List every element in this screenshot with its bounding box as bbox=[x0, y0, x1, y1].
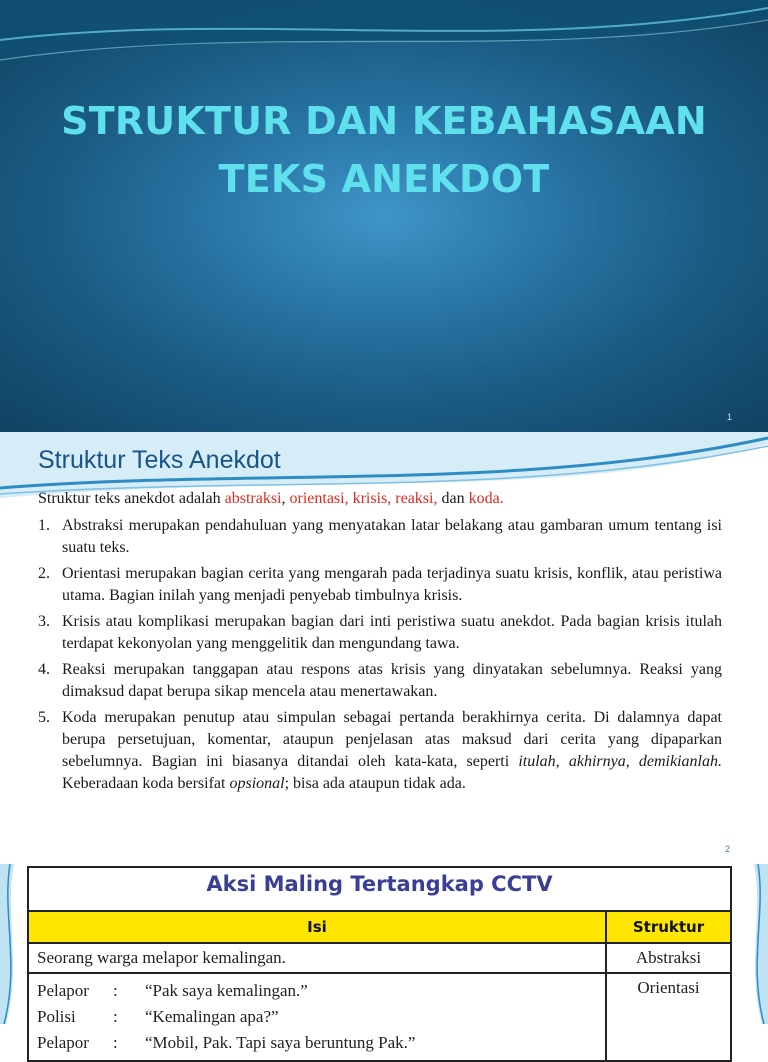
structure-slide bbox=[0, 432, 768, 864]
list-text-part: ; bisa ada ataupun tidak ada. bbox=[284, 775, 466, 792]
list-text-italic: opsional bbox=[229, 775, 285, 792]
cell-isi: Seorang warga melapor kemalingan. bbox=[28, 943, 606, 973]
cell-struktur: Orientasi bbox=[606, 973, 731, 1061]
colon: : bbox=[113, 981, 118, 1000]
column-header-struktur: Struktur bbox=[606, 911, 731, 943]
table-title: Aksi Maling Tertangkap CCTV bbox=[28, 867, 731, 911]
example-slide bbox=[0, 864, 768, 1052]
utterance: “Mobil, Pak. Tapi saya beruntung Pak.” bbox=[145, 1033, 416, 1052]
slide-number: 1 bbox=[726, 412, 732, 422]
slide-number: 2 bbox=[724, 844, 730, 854]
intro-sentence bbox=[38, 488, 722, 510]
title-line-1: STRUKTUR DAN KEBAHASAAN bbox=[61, 99, 707, 143]
title-slide bbox=[0, 0, 768, 432]
list-number: 2. bbox=[38, 565, 50, 582]
list-item bbox=[38, 515, 722, 559]
left-wave-decoration bbox=[0, 864, 30, 1024]
highlight-middle: orientasi, krisis, reaksi, bbox=[289, 490, 438, 507]
colon: : bbox=[113, 1007, 118, 1026]
list-number: 1. bbox=[38, 517, 50, 534]
dialog-line bbox=[37, 978, 597, 1004]
list-item bbox=[38, 707, 722, 795]
title-line-2: TEKS ANEKDOT bbox=[218, 157, 550, 201]
list-number: 3. bbox=[38, 613, 50, 630]
dialog-line bbox=[37, 1030, 597, 1056]
structure-list bbox=[38, 515, 722, 795]
highlight-abstraksi: abstraksi bbox=[224, 490, 282, 507]
presentation-title bbox=[0, 92, 768, 208]
list-text: Abstraksi merupakan pendahuluan yang menyatakan latar belakang atau gambaran umum tentang isi suatu teks. bbox=[62, 517, 722, 556]
cell-isi-dialog bbox=[28, 973, 606, 1061]
utterance: “Kemalingan apa?” bbox=[145, 1007, 279, 1026]
dialog-line bbox=[37, 1004, 597, 1030]
colon: : bbox=[113, 1033, 118, 1052]
header-wave-decoration bbox=[0, 0, 768, 80]
list-text: Reaksi merupakan tanggapan atau respons atas krisis yang dinyatakan sebelumnya. Reaksi yang dimaksud dapat berupa sikap mencela atau menertawakan. bbox=[62, 661, 722, 700]
list-text-italic: itulah, akhirnya, demikianlah. bbox=[518, 753, 722, 770]
table-row bbox=[28, 973, 731, 1061]
right-wave-decoration bbox=[738, 864, 768, 1024]
list-item bbox=[38, 611, 722, 655]
cell-struktur: Abstraksi bbox=[606, 943, 731, 973]
list-item bbox=[38, 659, 722, 703]
list-number: 5. bbox=[38, 709, 50, 726]
slide-heading: Struktur Teks Anekdot bbox=[38, 446, 281, 474]
list-number: 4. bbox=[38, 661, 50, 678]
anecdote-structure-table bbox=[27, 866, 732, 1062]
slide-body bbox=[38, 488, 722, 799]
list-text: Krisis atau komplikasi merupakan bagian dari inti peristiwa suatu anekdot. Pada bagian krisis itulah terdapat kekonyolan yang menggelitik dan mengundang tawa. bbox=[62, 613, 722, 652]
intro-prefix: Struktur teks anekdot adalah bbox=[38, 490, 225, 507]
table-row bbox=[28, 943, 731, 973]
list-item bbox=[38, 563, 722, 607]
column-header-isi: Isi bbox=[28, 911, 606, 943]
list-text-part: Keberadaan koda bersifat bbox=[62, 775, 230, 792]
highlight-koda: koda. bbox=[468, 490, 504, 507]
intro-dan: dan bbox=[437, 490, 469, 507]
intro-comma: , bbox=[281, 490, 290, 507]
list-text-part: Koda merupakan penutup atau simpulan sebagai pertanda berakhirnya cerita. Di dalamnya dapat berupa persetujuan, komentar, ataupun penjelasan atas maksud dari cerita yang dipaparkan sebelumnya. Bagian ini biasanya ditandai oleh kata-kata, seperti bbox=[62, 709, 722, 770]
utterance: “Pak saya kemalingan.” bbox=[145, 981, 308, 1000]
list-text: Orientasi merupakan bagian cerita yang mengarah pada terjadinya suatu krisis, konflik, atau peristiwa utama. Bagian inilah yang menjadi penyebab timbulnya krisis. bbox=[62, 565, 722, 604]
speaker: Polisi bbox=[37, 1007, 76, 1026]
speaker: Pelapor bbox=[37, 1033, 89, 1052]
speaker: Pelapor bbox=[37, 981, 89, 1000]
